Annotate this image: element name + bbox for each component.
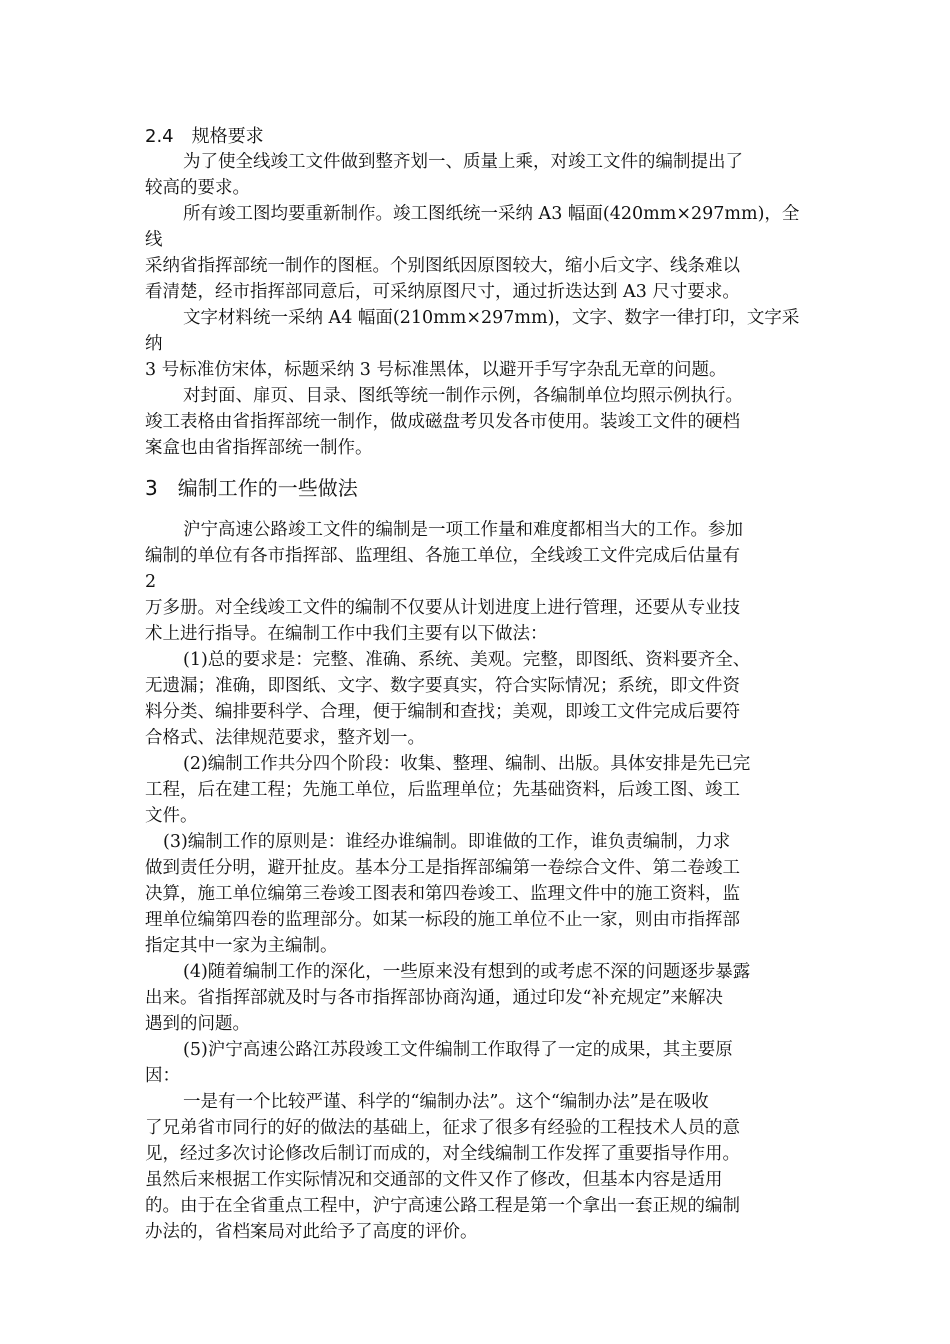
- paragraph-line: 工程，后在建工程；先施工单位，后监理单位；先基础资料，后竣工图、竣工: [145, 780, 740, 800]
- paragraph-line: 文字材料统一采纳 A4 幅面(210mm×297mm)，文字、数字一律打印，文字采: [183, 308, 800, 328]
- paragraph-line: (3)编制工作的原则是：谁经办谁编制。即谁做的工作，谁负责编制，力求: [163, 832, 731, 852]
- paragraph-line: 遇到的问题。: [145, 1014, 250, 1034]
- paragraph-line: 做到责任分明，避开扯皮。基本分工是指挥部编第一卷综合文件、第二卷竣工: [145, 858, 740, 878]
- paragraph-line: 2: [145, 572, 157, 592]
- paragraph-line: 合格式、法律规范要求，整齐划一。: [145, 728, 425, 748]
- paragraph-line: 的。由于在全省重点工程中，沪宁高速公路工程是第一个拿出一套正规的编制: [145, 1196, 740, 1216]
- paragraph-line: 所有竣工图均要重新制作。竣工图纸统一采纳 A3 幅面(420mm×297mm)，全: [183, 204, 800, 224]
- paragraph-line: 竣工表格由省指挥部统一制作，做成磁盘考贝发各市使用。装竣工文件的硬档: [145, 412, 740, 432]
- paragraph-line: (1)总的要求是：完整、准确、系统、美观。完整，即图纸、资料要齐全、: [183, 650, 751, 670]
- section-heading-2-4: 2.4 规格要求: [145, 126, 264, 147]
- paragraph-line: 理单位编第四卷的监理部分。如某一标段的施工单位不止一家，则由市指挥部: [145, 910, 740, 930]
- paragraph-line: 较高的要求。: [145, 178, 250, 198]
- paragraph-line: 因：: [145, 1066, 180, 1086]
- paragraph-line: (2)编制工作共分四个阶段：收集、整理、编制、出版。具体安排是先已完: [183, 754, 751, 774]
- paragraph-line: 为了使全线竣工文件做到整齐划一、质量上乘，对竣工文件的编制提出了: [183, 152, 743, 172]
- paragraph-line: 了兄弟省市同行的好的做法的基础上，征求了很多有经验的工程技术人员的意: [145, 1118, 740, 1138]
- paragraph-line: 编制的单位有各市指挥部、监理组、各施工单位，全线竣工文件完成后估量有: [145, 546, 740, 566]
- paragraph-line: 沪宁高速公路竣工文件的编制是一项工作量和难度都相当大的工作。参加: [183, 520, 743, 540]
- paragraph-line: 万多册。对全线竣工文件的编制不仅要从计划进度上进行管理，还要从专业技: [145, 598, 740, 618]
- paragraph-line: (5)沪宁高速公路江苏段竣工文件编制工作取得了一定的成果，其主要原: [183, 1040, 733, 1060]
- paragraph-line: 决算，施工单位编第三卷竣工图表和第四卷竣工、监理文件中的施工资料，监: [145, 884, 740, 904]
- paragraph-line: 办法的，省档案局对此给予了高度的评价。: [145, 1222, 478, 1242]
- paragraph-line: 一是有一个比较严谨、科学的“编制办法”。这个“编制办法”是在吸收: [183, 1092, 709, 1112]
- paragraph-line: 指定其中一家为主编制。: [145, 936, 338, 956]
- paragraph-line: 术上进行指导。在编制工作中我们主要有以下做法：: [145, 624, 548, 644]
- paragraph-line: 线: [145, 230, 163, 250]
- paragraph-line: 无遗漏；准确，即图纸、文字、数字要真实，符合实际情况；系统，即文件资: [145, 676, 740, 696]
- paragraph-line: 文件。: [145, 806, 198, 826]
- paragraph-line: 对封面、扉页、目录、图纸等统一制作示例，各编制单位均照示例执行。: [183, 386, 743, 406]
- paragraph-line: 看清楚，经市指挥部同意后，可采纳原图尺寸，通过折迭达到 A3 尺寸要求。: [145, 282, 740, 302]
- paragraph-line: (4)随着编制工作的深化，一些原来没有想到的或考虑不深的问题逐步暴露: [183, 962, 751, 982]
- paragraph-line: 虽然后来根据工作实际情况和交通部的文件又作了修改，但基本内容是适用: [145, 1170, 723, 1190]
- paragraph-line: 见，经过多次讨论修改后制订而成的，对全线编制工作发挥了重要指导作用。: [145, 1144, 740, 1164]
- paragraph-line: 采纳省指挥部统一制作的图框。个别图纸因原图较大，缩小后文字、线条难以: [145, 256, 740, 276]
- paragraph-line: 出来。省指挥部就及时与各市指挥部协商沟通，通过印发“补充规定”来解决: [145, 988, 723, 1008]
- paragraph-line: 纳: [145, 334, 163, 354]
- section-heading-3: 3 编制工作的一些做法: [145, 476, 358, 500]
- paragraph-line: 3 号标准仿宋体，标题采纳 3 号标准黑体，以避开手写字杂乱无章的问题。: [145, 360, 727, 380]
- paragraph-line: 案盒也由省指挥部统一制作。: [145, 438, 373, 458]
- paragraph-line: 料分类、编排要科学、合理，便于编制和查找；美观，即竣工文件完成后要符: [145, 702, 740, 722]
